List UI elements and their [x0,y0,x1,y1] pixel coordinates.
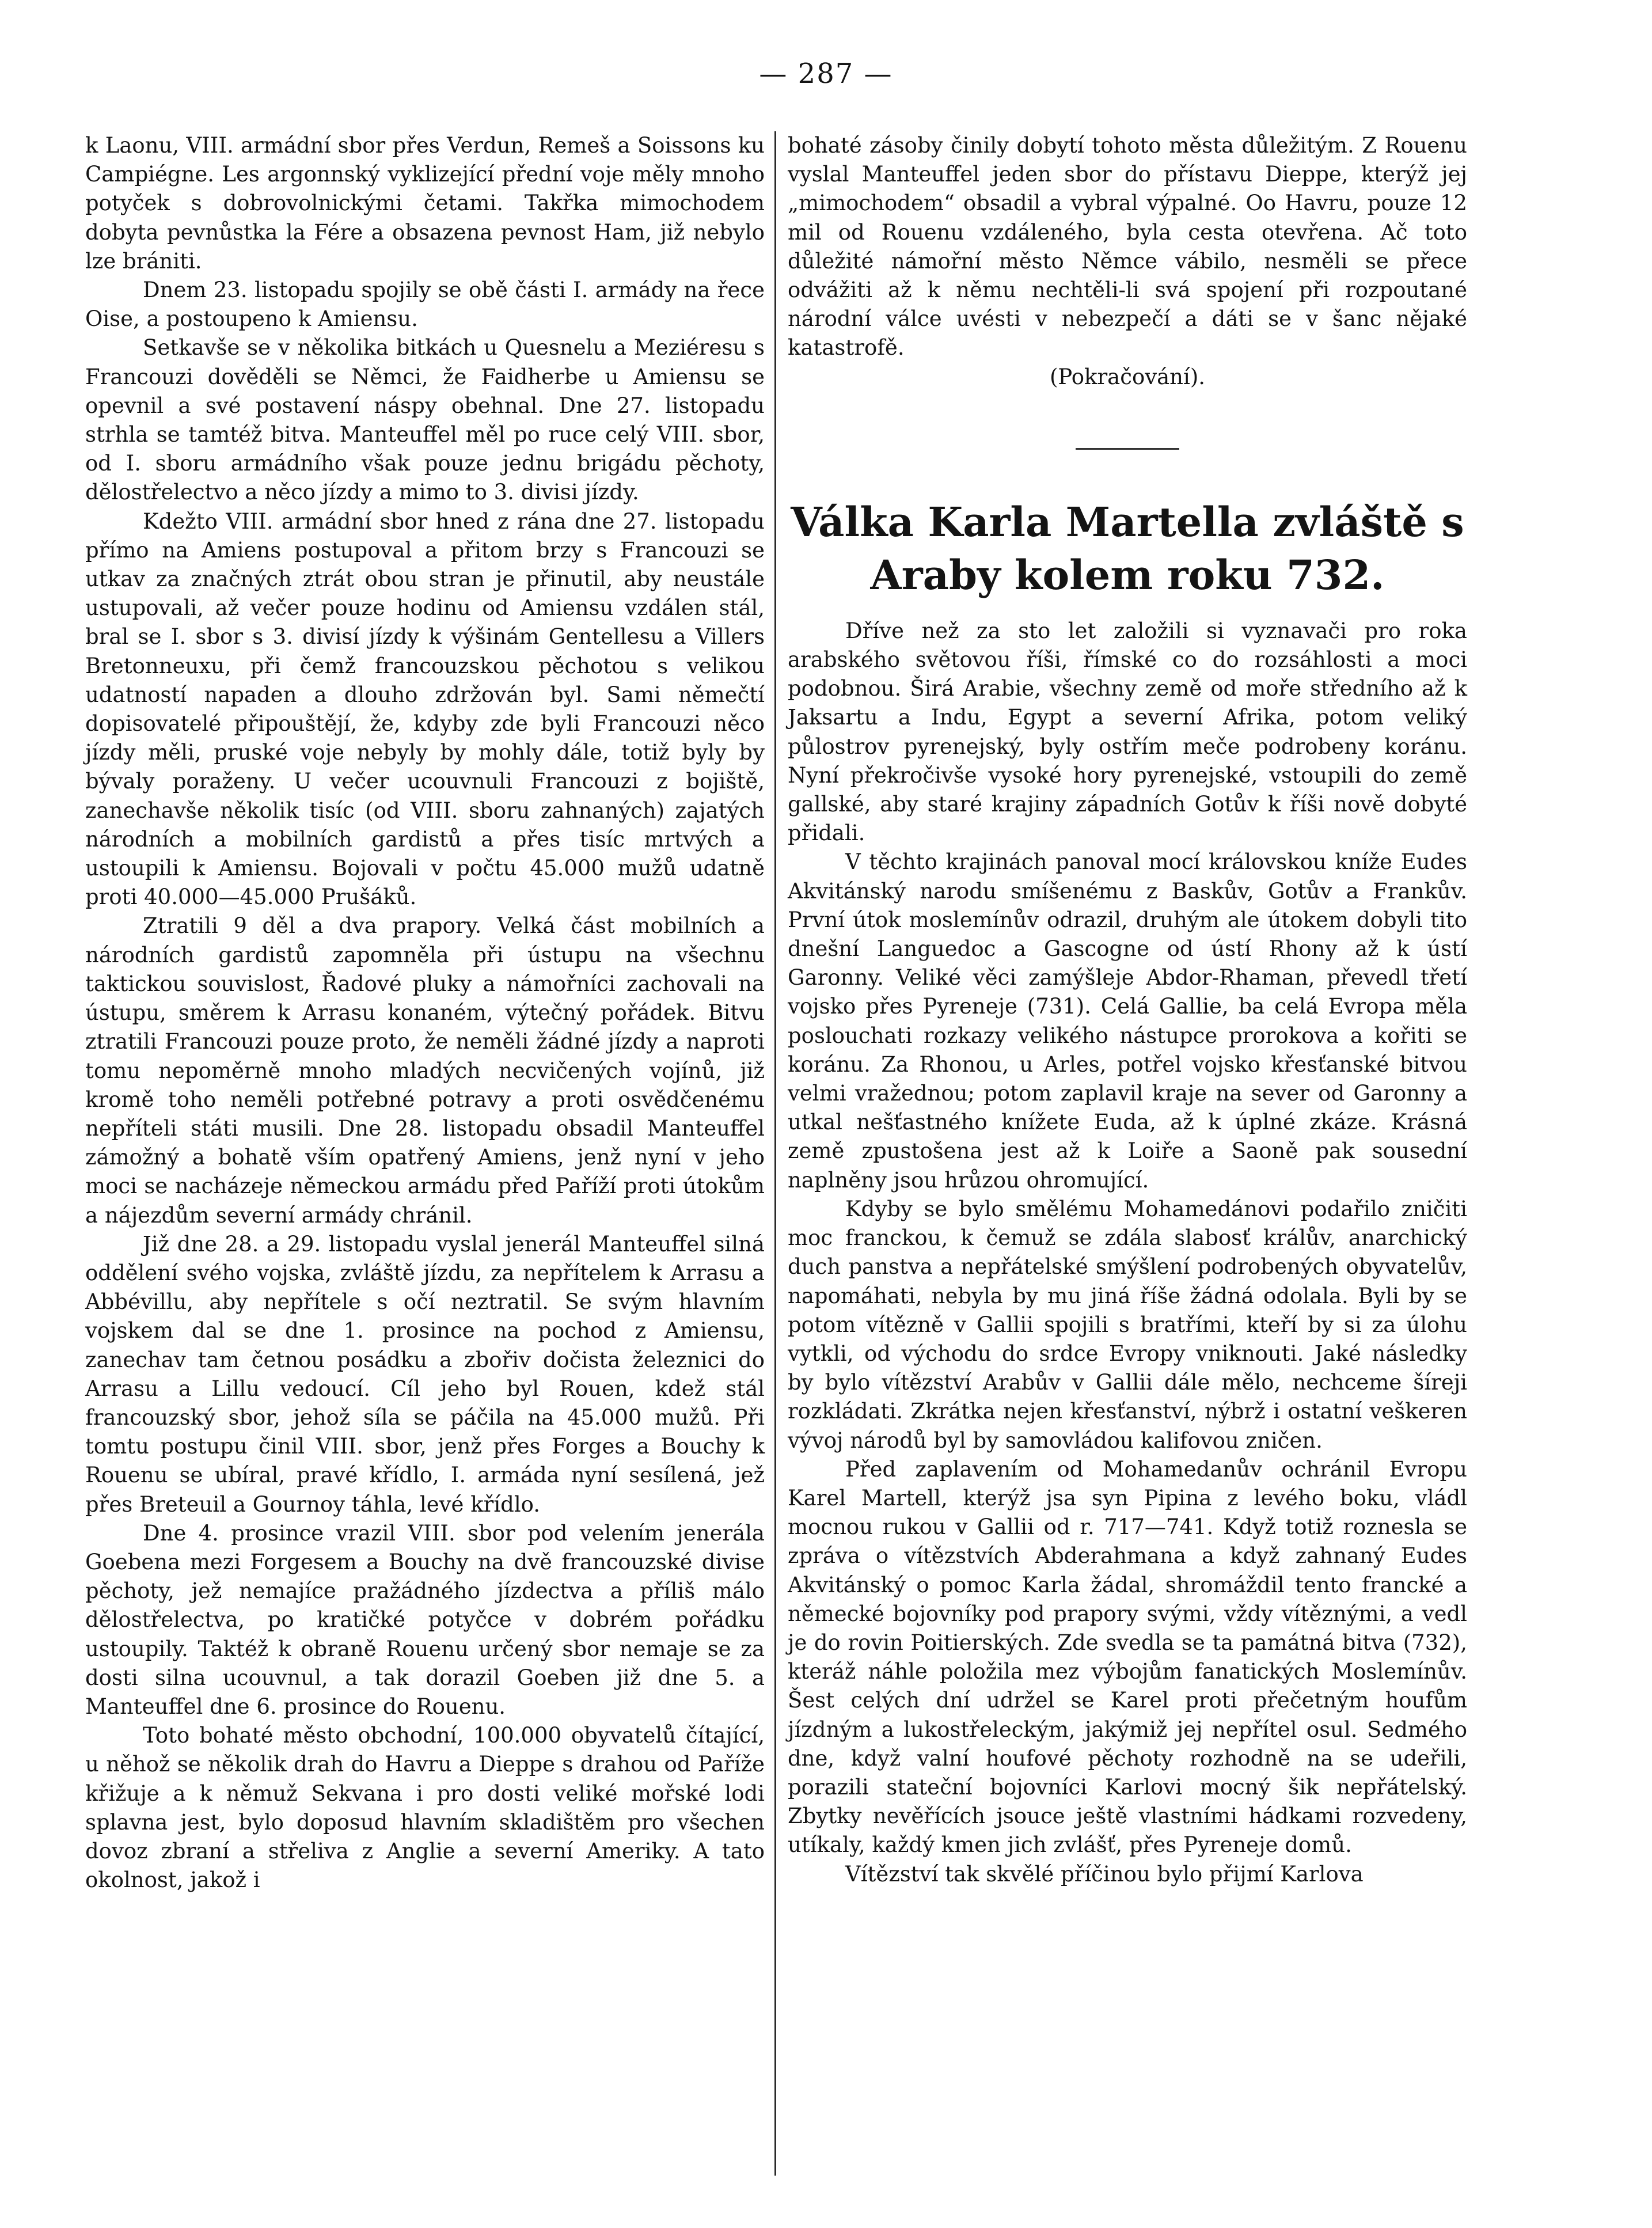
section-divider [1076,448,1179,450]
body-paragraph: Před zaplavením od Mohamedanův ochránil Evropu Karel Martell, kterýž jsa syn Pipina z levého boku, vládl mocnou rukou v Gallii od r. 717—741. Když totiž roznesla se zpráva o vítězstvích Abderahmana a když zahnaný Eudes Akvitánský o pomoc Karla žádal, shromáždil tento francké a německé bojovníky pod prapory svými, vždy vítěznými, a vedl je do rovin Poitierských. Zde svedla se ta památná bitva (732), kteráž náhle položila mez výbojům fanatických Moslemínův. Šest celých dní udržel se Karel proti přečetným houfům jízdným a lukostřeleckým, jakýmiž jej nepřítel osul. Sedmého dne, když valní houfové pěchoty rozhodně na se udeřili, porazili stateční bojovníci Karlovi mocný šik nepřátelský. Zbytky nevěřících jsouce ještě vlastními hádkami rozvedeny, utíkaly, každý kmen jich zvlášť, přes Pyreneje domů. [788,1456,1467,1858]
body-paragraph: Dříve než za sto let založili si vyznavači pro roka arabského světovou říši, římské co do rozsáhlosti a moci podobnou. Širá Arabie, všechny země od moře středního až k Jaksartu a Indu, Egypt a severní Afrika, potom veliký půlostrov pyrenejský, byly ostřím meče podrobeny koránu. Nyní překročivše vysoké hory pyrenejské, vstoupili do země gallské, aby staré krajiny západních Gotův k říši nově dobyté přidali. [788,618,1467,846]
body-paragraph: Již dne 28. a 29. listopadu vyslal jenerál Manteuffel silná oddělení svého vojska, zvláště jízdu, za nepřítelem k Arrasu a Abbévillu, aby nepřítele s očí neztratil. Se svým hlavním vojskem dal se dne 1. prosince na pochod z Amiensu, zanechav tam četnou posádku a zbořiv dočista železnici do Arrasu a Lillu vedoucí. Cíl jeho byl Rouen, kdež stál francouzský sbor, jehož síla se páčila na 45.000 mužů. Při tomtu postupu činil VIII. sbor, jenž přes Forges a Bouchy k Rouenu se ubíral, pravé křídlo, I. armáda nyní sesílená, jež přes Breteuil a Gournoy táhla, levé křídlo. [85,1231,765,1517]
article-title-line: Araby kolem roku 732. [870,551,1385,599]
right-column [788,131,1467,1889]
left-column [85,131,765,1895]
body-paragraph: Setkavše se v několika bitkách u Quesnelu a Meziéresu s Francouzi dověděli se Němci, že Faidherbe u Amiensu se opevnil a své postavení náspy obehnal. Dne 27. listopadu strhla se tamtéž bitva. Manteuffel měl po ruce celý VIII. sbor, od I. sboru armádního však pouze jednu brigádu pěchoty, dělostřelectvo a něco jízdy a mimo to 3. divisi jízdy. [85,335,765,505]
body-paragraph: Kdežto VIII. armádní sbor hned z rána dne 27. listopadu přímo na Amiens postupoval a přitom brzy s Francouzi se utkav za značných ztrát obou stran je přinutil, aby neustále ustupovali, až večer pouze hodinu od Amiensu vzdálen stál, bral se I. sbor s 3. divisí jízdy k výšinám Gentellesu a Villers Bretonneuxu, při čemž francouzskou pěchotou s velikou udatností napaden a dlouho zdržován byl. Sami němečtí dopisovatelé připouštějí, že, kdyby zde byli Francouzi něco jízdy měli, pruské voje nebyly by mohly dále, totiž byly by bývaly poraženy. U večer ucouvnuli Francouzi z bojiště, zanechavše několik tisíc (od VIII. sboru zahnaných) zajatých národních a mobilních gardistů a přes tisíc mrtvých a ustoupili k Amiensu. Bojovali v počtu 45.000 mužů udatně proti 40.000—45.000 Prušáků. [85,508,765,910]
article-title-line: Válka Karla Martella zvláště s [791,498,1464,546]
body-paragraph: Kdyby se bylo smělému Mohamedánovi podařilo zničiti moc franckou, k čemuž se zdála slabosť králův, anarchický duch panstva a nepřátelské smýšlení podrobených obyvatelův, napomáhati, nebyla by mu jiná říše žádná odolala. Byli by se potom vítězně v Gallii spojili s bratřími, kteří by si za úlohu vytkli, od východu do srdce Evropy vniknouti. Jaké následky by bylo vítězství Arabův v Gallii dále mělo, nechceme šíreji rozkládati. Zkrátka nejen křesťanství, nýbrž i ostatní veškeren vývoj národů byl by samovládou kalifovou zničen. [788,1196,1467,1453]
body-paragraph: V těchto krajinách panoval mocí královskou kníže Eudes Akvitánský narodu smíšenému z Baskův, Gotův a Frankův. První útok moslemínův odrazil, druhým ale útokem dobyli tito dnešní Languedoc a Gascogne od ústí Rhony až k ústí Garonny. Veliké věci zamýšleje Abdor-Rhaman, převedl třetí vojsko přes Pyreneje (731). Celá Gallie, ba celá Evropa měla poslouchati rozkazy velikého nástupce prorokova a kořiti se koránu. Za Rhonou, u Arles, potřel vojsko křesťanské bitvou velmi vražednou; potom zaplavil kraje na sever od Garonny a utkal nešťastného knížete Euda, až k úplné zkáze. Krásná země zpustošena jest až k Loiře a Saoně pak sousední naplněny jsou hrůzou ohromující. [788,849,1467,1193]
continued-note: (Pokračování). [1049,364,1206,389]
continuation-paragraph: bohaté zásoby činily dobytí tohoto města důležitým. Z Rouenu vyslal Manteuffel jeden sbor do přístavu Dieppe, kterýž jej „mimochodem“ obsadil a vybral výpalné. Oo Havru, pouze 12 mil od Rouenu vzdáleného, byla cesta otevřena. Ač toto důležité námořní město Němce vábilo, nesměli se přece odvážiti až k němu nechtěli-li svá spojení při rozpoutané národní válce uvésti v nebezpečí a dáti se v šanc nějaké katastrofě. [788,133,1467,360]
body-paragraph: Dne 4. prosince vrazil VIII. sbor pod velením jenerála Goebena mezi Forgesem a Bouchy na dvě francouzské divise pěchoty, jež nemajíce pražádného jízdectva a příliš málo dělostřelectva, po kratičké potyčce v dobrém pořádku ustoupily. Taktéž k obraně Rouenu určený sbor nemaje se za dosti silna ucouvnul, a tak dorazil Goeben již dne 5. a Manteuffel dne 6. prosince do Rouenu. [85,1520,765,1719]
body-paragraph: Dnem 23. listopadu spojily se obě části I. armády na řece Oise, a postoupeno k Amiensu. [85,278,765,332]
body-paragraph: Vítězství tak skvělé příčinou bylo přijmí Karlova [845,1861,1364,1887]
body-paragraph: k Laonu, VIII. armádní sbor přes Verdun, Remeš a Soissons ku Campiégne. Les argonnský vyklizející přední voje měly mnoho potyček s dobrovolnickými četami. Takřka mimochodem dobyta pevnůstka la Fére a obsazena pevnost Ham, již nebylo lze brániti. [85,133,765,274]
article-title [788,496,1467,602]
body-paragraph: Toto bohaté město obchodní, 100.000 obyvatelů čítající, u něhož se několik drah do Havru a Dieppe s drahou od Paříže křižuje a k němuž Sekvana i pro dosti veliké mořské lodi splavna jest, bylo doposud hlavním skladištěm pro všechen dovoz zbraní a střeliva z Anglie a severní Ameriky. A tato okolnost, jakož i [85,1723,765,1893]
column-divider [774,131,776,2176]
body-paragraph: Ztratili 9 děl a dva prapory. Velká část mobilních a národních gardistů zapomněla při ústupu na všechnu taktickou souvislost, Řadové pluky a námořníci zachovali na ústupu, směrem k Arrasu konaném, výtečný pořádek. Bitvu ztratili Francouzi pouze proto, že neměli žádné jízdy a naproti tomu nepoměrně mnoho mladých necvičených vojínů, již kromě toho neměli potřebné potravy a proti osvědčenému nepříteli státi musili. Dne 28. listopadu obsadil Manteuffel zámožný a bohatě vším opatřený Amiens, jenž nyní v jeho moci se nacházeje německou armádu před Paříží proti útokům a nájezdům severní armády chránil. [85,913,765,1228]
page-number: — 287 — [759,58,893,90]
